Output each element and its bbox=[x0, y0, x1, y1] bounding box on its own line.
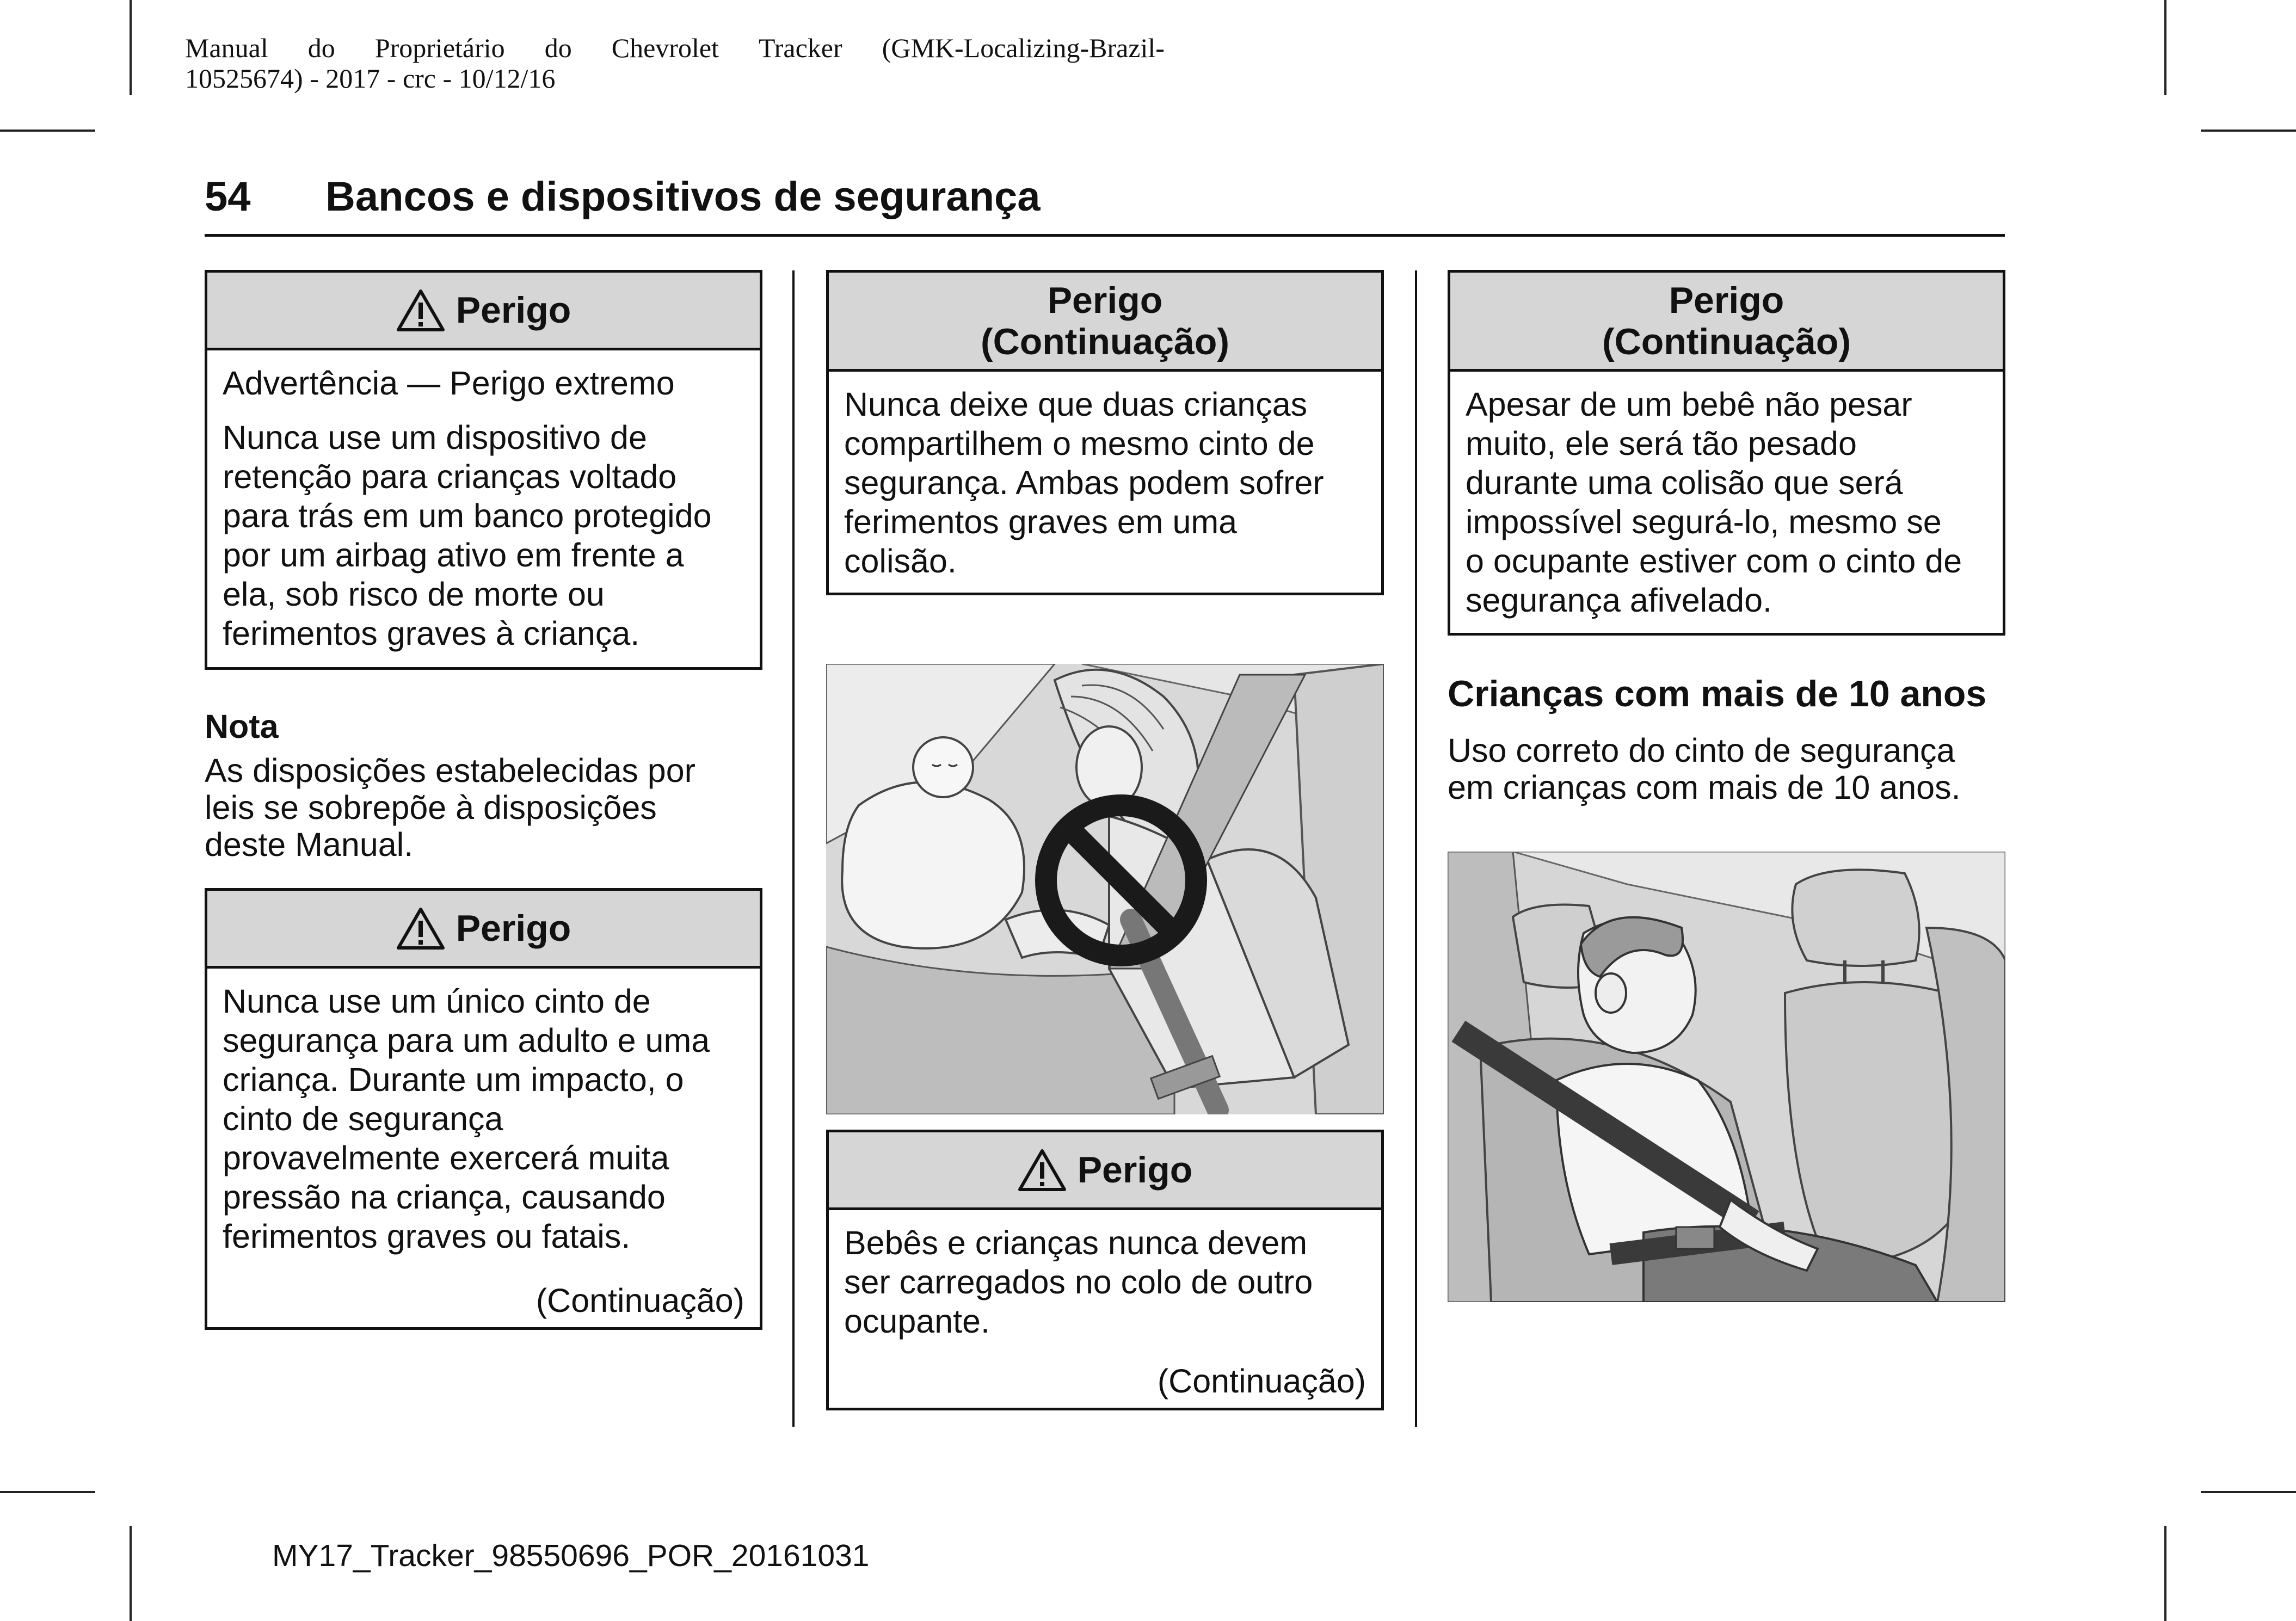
heading-rule bbox=[205, 234, 2005, 237]
crop-mark bbox=[0, 130, 95, 132]
warning-title: Perigo bbox=[1047, 279, 1163, 321]
warning-paragraph bbox=[844, 1223, 1366, 1341]
text-line: Nunca deixe que duas crianças bbox=[844, 386, 1308, 423]
text-line: provavelmente exercerá muita bbox=[223, 1139, 669, 1176]
text-line: leis se sobrepõe à disposições bbox=[205, 789, 657, 826]
illustration-baby-on-lap-prohibited bbox=[826, 664, 1384, 1114]
warning-triangle-icon bbox=[396, 907, 445, 950]
page-title: Bancos e dispositivos de segurança bbox=[325, 174, 1041, 220]
text-line: criança. Durante um impacto, o bbox=[223, 1061, 684, 1098]
header-word: do bbox=[544, 33, 572, 63]
text-line: em crianças com mais de 10 anos. bbox=[1448, 769, 1961, 806]
warning-header bbox=[829, 1132, 1381, 1210]
section-title: Crianças com mais de 10 anos bbox=[1448, 673, 1987, 714]
warning-body bbox=[207, 350, 760, 653]
text-line: Uso correto do cinto de segurança bbox=[1448, 732, 1955, 769]
text-line: o ocupante estiver com o cinto de bbox=[1466, 543, 1962, 580]
continuation-label: (Continuação) bbox=[535, 1282, 744, 1319]
warning-header bbox=[207, 891, 760, 969]
note-text bbox=[205, 752, 695, 863]
print-header-line1 bbox=[185, 33, 1165, 63]
page-number: 54 bbox=[205, 174, 251, 220]
print-header bbox=[185, 33, 1165, 94]
warning-body bbox=[829, 1210, 1381, 1341]
warning-paragraph bbox=[223, 418, 744, 653]
text-line: ocupante. bbox=[844, 1303, 990, 1340]
text-line: ela, sob risco de morte ou bbox=[223, 576, 605, 613]
text-line: colisão. bbox=[844, 543, 957, 580]
text-line: Nunca use um único cinto de bbox=[223, 983, 651, 1020]
crop-mark bbox=[2201, 130, 2296, 132]
warning-header-row bbox=[396, 907, 571, 950]
warning-box-danger-extreme bbox=[205, 270, 762, 670]
warning-title-continuation: (Continuação) bbox=[1602, 320, 1851, 362]
header-word: Tracker bbox=[758, 33, 842, 63]
header-word: do bbox=[307, 33, 335, 63]
warning-header bbox=[1450, 273, 2003, 372]
text-line: retenção para crianças voltado bbox=[223, 458, 677, 495]
text-line: segurança para um adulto e uma bbox=[223, 1022, 710, 1059]
illustration-child-seat-belt bbox=[1448, 852, 2005, 1302]
warning-title: Perigo bbox=[1077, 1149, 1193, 1191]
text-line: Bebês e crianças nunca devem bbox=[844, 1224, 1308, 1261]
crop-mark bbox=[0, 1491, 95, 1493]
column-divider bbox=[1415, 270, 1417, 1427]
crop-mark bbox=[2164, 0, 2166, 95]
header-word: Manual bbox=[185, 33, 268, 63]
text-line: ser carregados no colo de outro bbox=[844, 1263, 1313, 1301]
text-line: segurança. Ambas podem sofrer bbox=[844, 464, 1324, 501]
warning-header bbox=[207, 273, 760, 350]
warning-body bbox=[207, 969, 760, 1256]
footer-code: MY17_Tracker_98550696_POR_20161031 bbox=[272, 1538, 870, 1573]
text-line: compartilhem o mesmo cinto de bbox=[844, 425, 1315, 462]
text-line: As disposições estabelecidas por bbox=[205, 752, 695, 789]
text-line: ferimentos graves à criança. bbox=[223, 615, 640, 652]
crop-mark bbox=[2164, 1526, 2166, 1621]
warning-title: Perigo bbox=[455, 908, 571, 949]
note-title: Nota bbox=[205, 708, 279, 745]
crop-mark bbox=[130, 0, 132, 95]
warning-triangle-icon bbox=[396, 288, 445, 332]
warning-paragraph bbox=[223, 982, 744, 1256]
warning-paragraph bbox=[844, 385, 1366, 581]
text-line: ferimentos graves ou fatais. bbox=[223, 1218, 631, 1255]
text-line: pressão na criança, causando bbox=[223, 1179, 666, 1216]
column-divider bbox=[792, 270, 795, 1427]
print-header-line2: 10525674) - 2017 - crc - 10/12/16 bbox=[185, 63, 556, 94]
text-line: Apesar de um bebê não pesar bbox=[1466, 386, 1912, 423]
text-line: durante uma colisão que será bbox=[1466, 464, 1903, 501]
warning-body bbox=[829, 372, 1381, 581]
warning-header bbox=[829, 273, 1381, 372]
warning-box-baby-weight bbox=[1448, 270, 2005, 636]
crop-mark bbox=[130, 1526, 132, 1621]
warning-triangle-icon bbox=[1018, 1148, 1067, 1192]
warning-box-single-belt bbox=[205, 888, 762, 1330]
header-word: Proprietário bbox=[374, 33, 505, 63]
text-line: por um airbag ativo em frente a bbox=[223, 537, 684, 574]
warning-title: Perigo bbox=[1669, 279, 1784, 321]
text-line: segurança afivelado. bbox=[1466, 582, 1772, 619]
warning-header-row bbox=[396, 288, 571, 332]
continuation-label: (Continuação) bbox=[1157, 1363, 1366, 1400]
text-line: ferimentos graves em uma bbox=[844, 503, 1238, 540]
text-line: para trás em um banco protegido bbox=[223, 497, 712, 534]
warning-title: Perigo bbox=[455, 289, 571, 331]
warning-box-lap-carry bbox=[826, 1130, 1384, 1410]
warning-header-row bbox=[1018, 1148, 1193, 1192]
text-line: Nunca use um dispositivo de bbox=[223, 419, 647, 456]
text-line: muito, ele será tão pesado bbox=[1466, 425, 1857, 462]
text-line: impossível segurá-lo, mesmo se bbox=[1466, 503, 1942, 540]
warning-title-continuation: (Continuação) bbox=[980, 320, 1230, 362]
header-word: (GMK-Localizing-Brazil- bbox=[882, 33, 1165, 63]
warning-body bbox=[1450, 372, 2003, 620]
section-text bbox=[1448, 732, 1961, 806]
warning-box-shared-belt bbox=[826, 270, 1384, 595]
text-line: cinto de segurança bbox=[223, 1100, 503, 1137]
crop-mark bbox=[2201, 1491, 2296, 1493]
warning-subtitle: Advertência — Perigo extremo bbox=[223, 365, 675, 402]
text-line: deste Manual. bbox=[205, 826, 414, 863]
warning-paragraph bbox=[1466, 385, 1987, 620]
header-word: Chevrolet bbox=[611, 33, 719, 63]
